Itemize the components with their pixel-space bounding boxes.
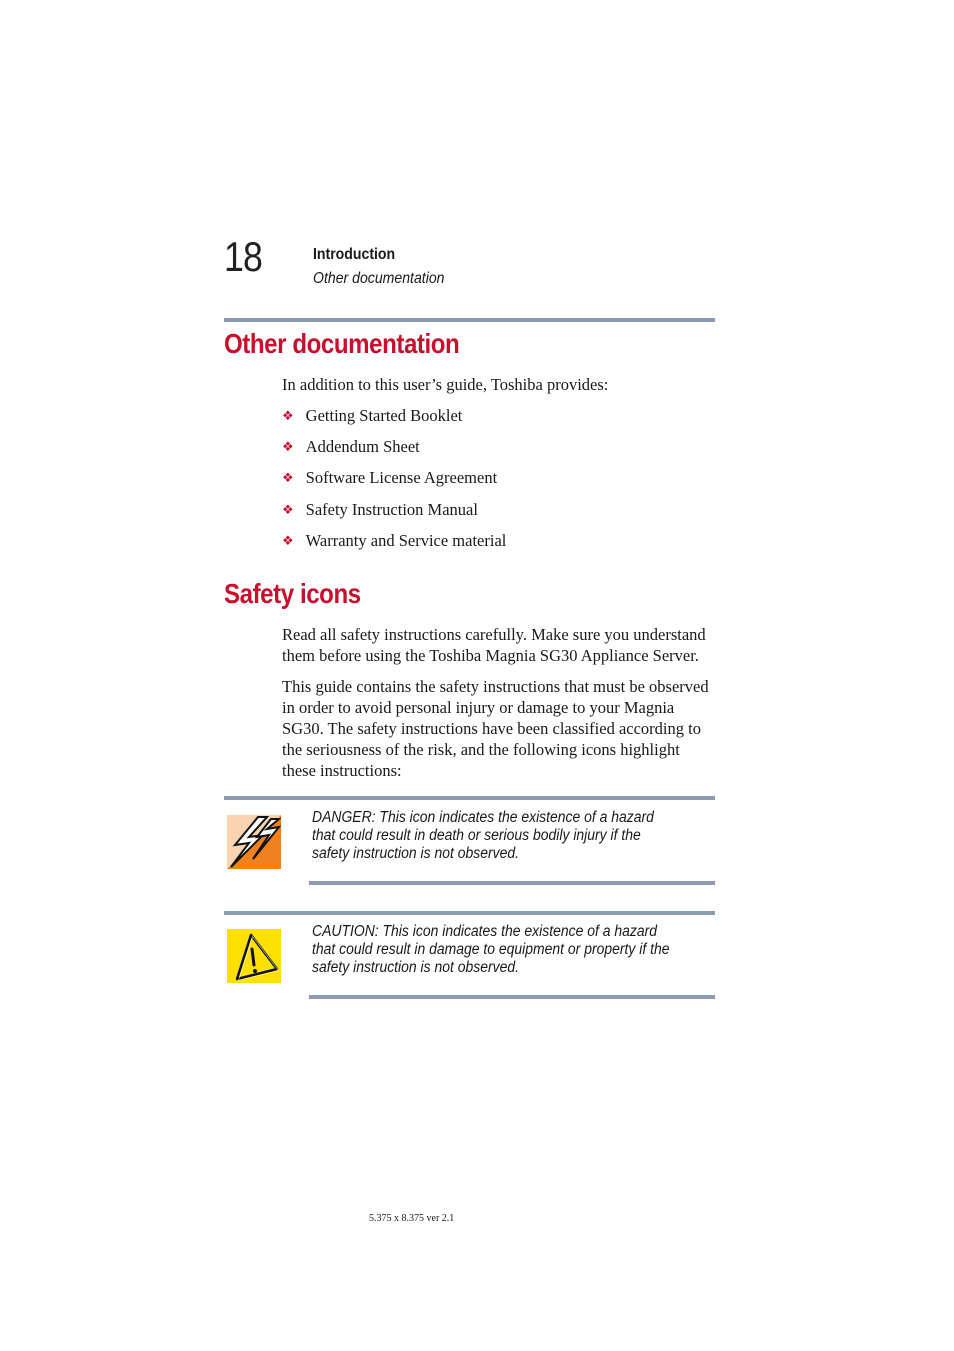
list-item-label: Addendum Sheet — [305, 437, 420, 456]
danger-icon — [227, 815, 281, 869]
list-item — [282, 437, 420, 457]
bullet-icon: ❖ — [282, 502, 294, 517]
list-item — [282, 406, 462, 426]
caution-note-text: CAUTION: This icon indicates the existence of a hazard that could result in damage to equipment or property if the safety instruction is not observed. — [312, 923, 670, 976]
danger-note-text: DANGER: This icon indicates the existence of a hazard that could result in death or serious bodily injury if the safety instruction is not observed. — [312, 809, 654, 862]
list-item-label: Warranty and Service material — [305, 531, 507, 550]
caution-icon — [227, 929, 281, 983]
list-item — [282, 531, 506, 551]
bullet-icon: ❖ — [282, 533, 294, 548]
bullet-icon: ❖ — [282, 470, 294, 485]
running-header-chapter: Introduction — [313, 246, 396, 263]
page-number: 18 — [224, 233, 263, 280]
heading-other-documentation: Other documentation — [224, 328, 460, 359]
section-rule — [224, 318, 715, 322]
list-item-label: Software License Agreement — [305, 468, 498, 487]
note-top-rule — [224, 796, 715, 800]
bullet-icon: ❖ — [282, 408, 294, 423]
running-header-section: Other documentation — [313, 270, 445, 287]
list-item-label: Safety Instruction Manual — [305, 500, 478, 519]
note-bottom-rule — [309, 995, 715, 999]
note-bottom-rule — [309, 881, 715, 885]
list-item-label: Getting Started Booklet — [305, 406, 463, 425]
note-top-rule — [224, 911, 715, 915]
heading-safety-icons: Safety icons — [224, 578, 361, 609]
intro-paragraph: In addition to this user’s guide, Toshiba provides: — [282, 375, 609, 394]
safety-paragraph-1: Read all safety instructions carefully. Make sure you understand them before using the Toshiba Magnia SG30 Appliance Server. — [282, 625, 706, 665]
list-item — [282, 500, 478, 520]
footer-version: 5.375 x 8.375 ver 2.1 — [369, 1213, 455, 1224]
list-item — [282, 468, 497, 488]
safety-paragraph-2: This guide contains the safety instructions that must be observed in order to avoid personal injury or damage to your Magnia SG30. The safety instructions have been classified according to the seriousness of the risk, and the following icons highlight these instructions: — [282, 677, 709, 780]
bullet-icon: ❖ — [282, 439, 294, 454]
